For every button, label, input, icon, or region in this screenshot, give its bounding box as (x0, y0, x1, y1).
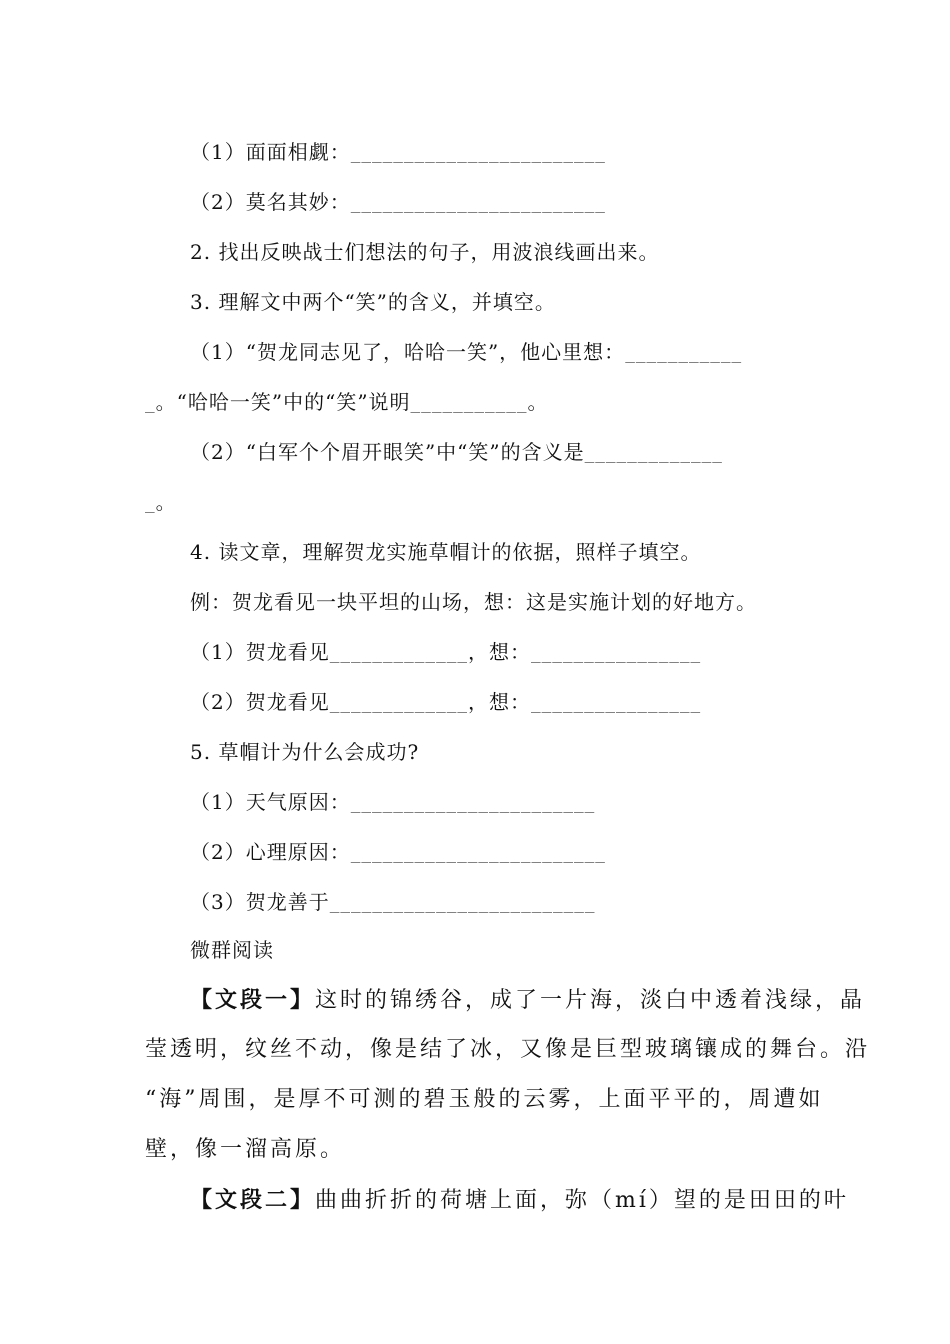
passage-label: 【文段一】 (190, 987, 316, 1013)
answer-blank[interactable]: _______________________ (350, 794, 596, 813)
question-4: 4. 读文章，理解贺龙实施草帽计的依据，照样子填空。 (190, 540, 702, 564)
question-5-item-3 (190, 888, 596, 918)
answer-blank[interactable]: ___________ (625, 344, 743, 363)
item-text: 。 (527, 390, 549, 414)
question-5: 5. 草帽计为什么会成功? (190, 740, 420, 764)
answer-blank[interactable]: ________________ (530, 644, 702, 663)
item-text: （2）“白军个个眉开眼笑”中“笑”的含义是 (190, 440, 585, 464)
question-4-example: 例：贺龙看见一块平坦的山场，想：这是实施计划的好地方。 (190, 590, 757, 614)
item-text: （2）心理原因： (190, 840, 351, 864)
question-1-item-1 (190, 138, 606, 168)
item-text: （2）贺龙看见 (190, 690, 330, 714)
answer-blank[interactable]: _____________ (329, 644, 468, 663)
section-title: 微群阅读 (190, 938, 274, 962)
answer-blank[interactable]: ________________________ (350, 144, 606, 163)
answer-blank[interactable]: _________________________ (329, 894, 596, 913)
question-1-item-2 (190, 188, 606, 218)
answer-blank[interactable]: _____________ (329, 694, 468, 713)
question-3: 3. 理解文中两个“笑”的含义，并填空。 (190, 290, 556, 314)
item-text: （1）面面相觑： (190, 140, 351, 164)
item-text: （2）莫名其妙： (190, 190, 351, 214)
question-3-item-2 (190, 438, 723, 468)
passage-1-line-2: 莹透明，纹丝不动，像是结了冰，又像是巨型玻璃镶成的舞台。沿 (145, 1037, 871, 1062)
item-text: （1）“贺龙同志见了，哈哈一笑”，他心里想： (190, 340, 626, 364)
item-text: ，想： (467, 690, 531, 714)
answer-blank[interactable]: ________________________ (350, 844, 606, 863)
question-3-item-2-cont (145, 488, 177, 518)
answer-blank[interactable]: ___________ (410, 394, 528, 413)
answer-blank[interactable]: ________________ (530, 694, 702, 713)
passage-label: 【文段二】 (190, 1187, 316, 1213)
item-text: （1）贺龙看见 (190, 640, 330, 664)
answer-blank[interactable]: _____________ (584, 444, 723, 463)
answer-blank[interactable]: _ (145, 494, 156, 513)
passage-text: 这时的锦绣谷，成了一片海，淡白中透着浅绿，晶 (315, 988, 866, 1013)
passage-1-line-1 (190, 986, 865, 1015)
answer-blank[interactable]: _ (145, 394, 156, 413)
passage-1-line-3: “海”周围，是厚不可测的碧玉般的云雾，上面平平的，周遭如 (145, 1087, 824, 1112)
question-5-item-2 (190, 838, 606, 868)
item-text: （3）贺龙善于 (190, 890, 330, 914)
question-3-item-1-cont (145, 388, 549, 418)
item-text: 。“哈哈一笑”中的“笑”说明 (155, 390, 411, 414)
question-4-item-1 (190, 638, 701, 668)
question-3-item-1 (190, 338, 742, 368)
item-text: （1）天气原因： (190, 790, 351, 814)
question-2: 2. 找出反映战士们想法的句子，用波浪线画出来。 (190, 240, 660, 264)
question-4-item-2 (190, 688, 701, 718)
item-text: 。 (155, 490, 177, 514)
question-5-item-1 (190, 788, 595, 818)
passage-text: 曲曲折折的荷塘上面，弥（mí）望的是田田的叶 (315, 1188, 849, 1213)
answer-blank[interactable]: ________________________ (350, 194, 606, 213)
passage-1-line-4: 壁，像一溜高原。 (145, 1137, 346, 1162)
item-text: ，想： (467, 640, 531, 664)
passage-2-line-1 (190, 1186, 849, 1215)
